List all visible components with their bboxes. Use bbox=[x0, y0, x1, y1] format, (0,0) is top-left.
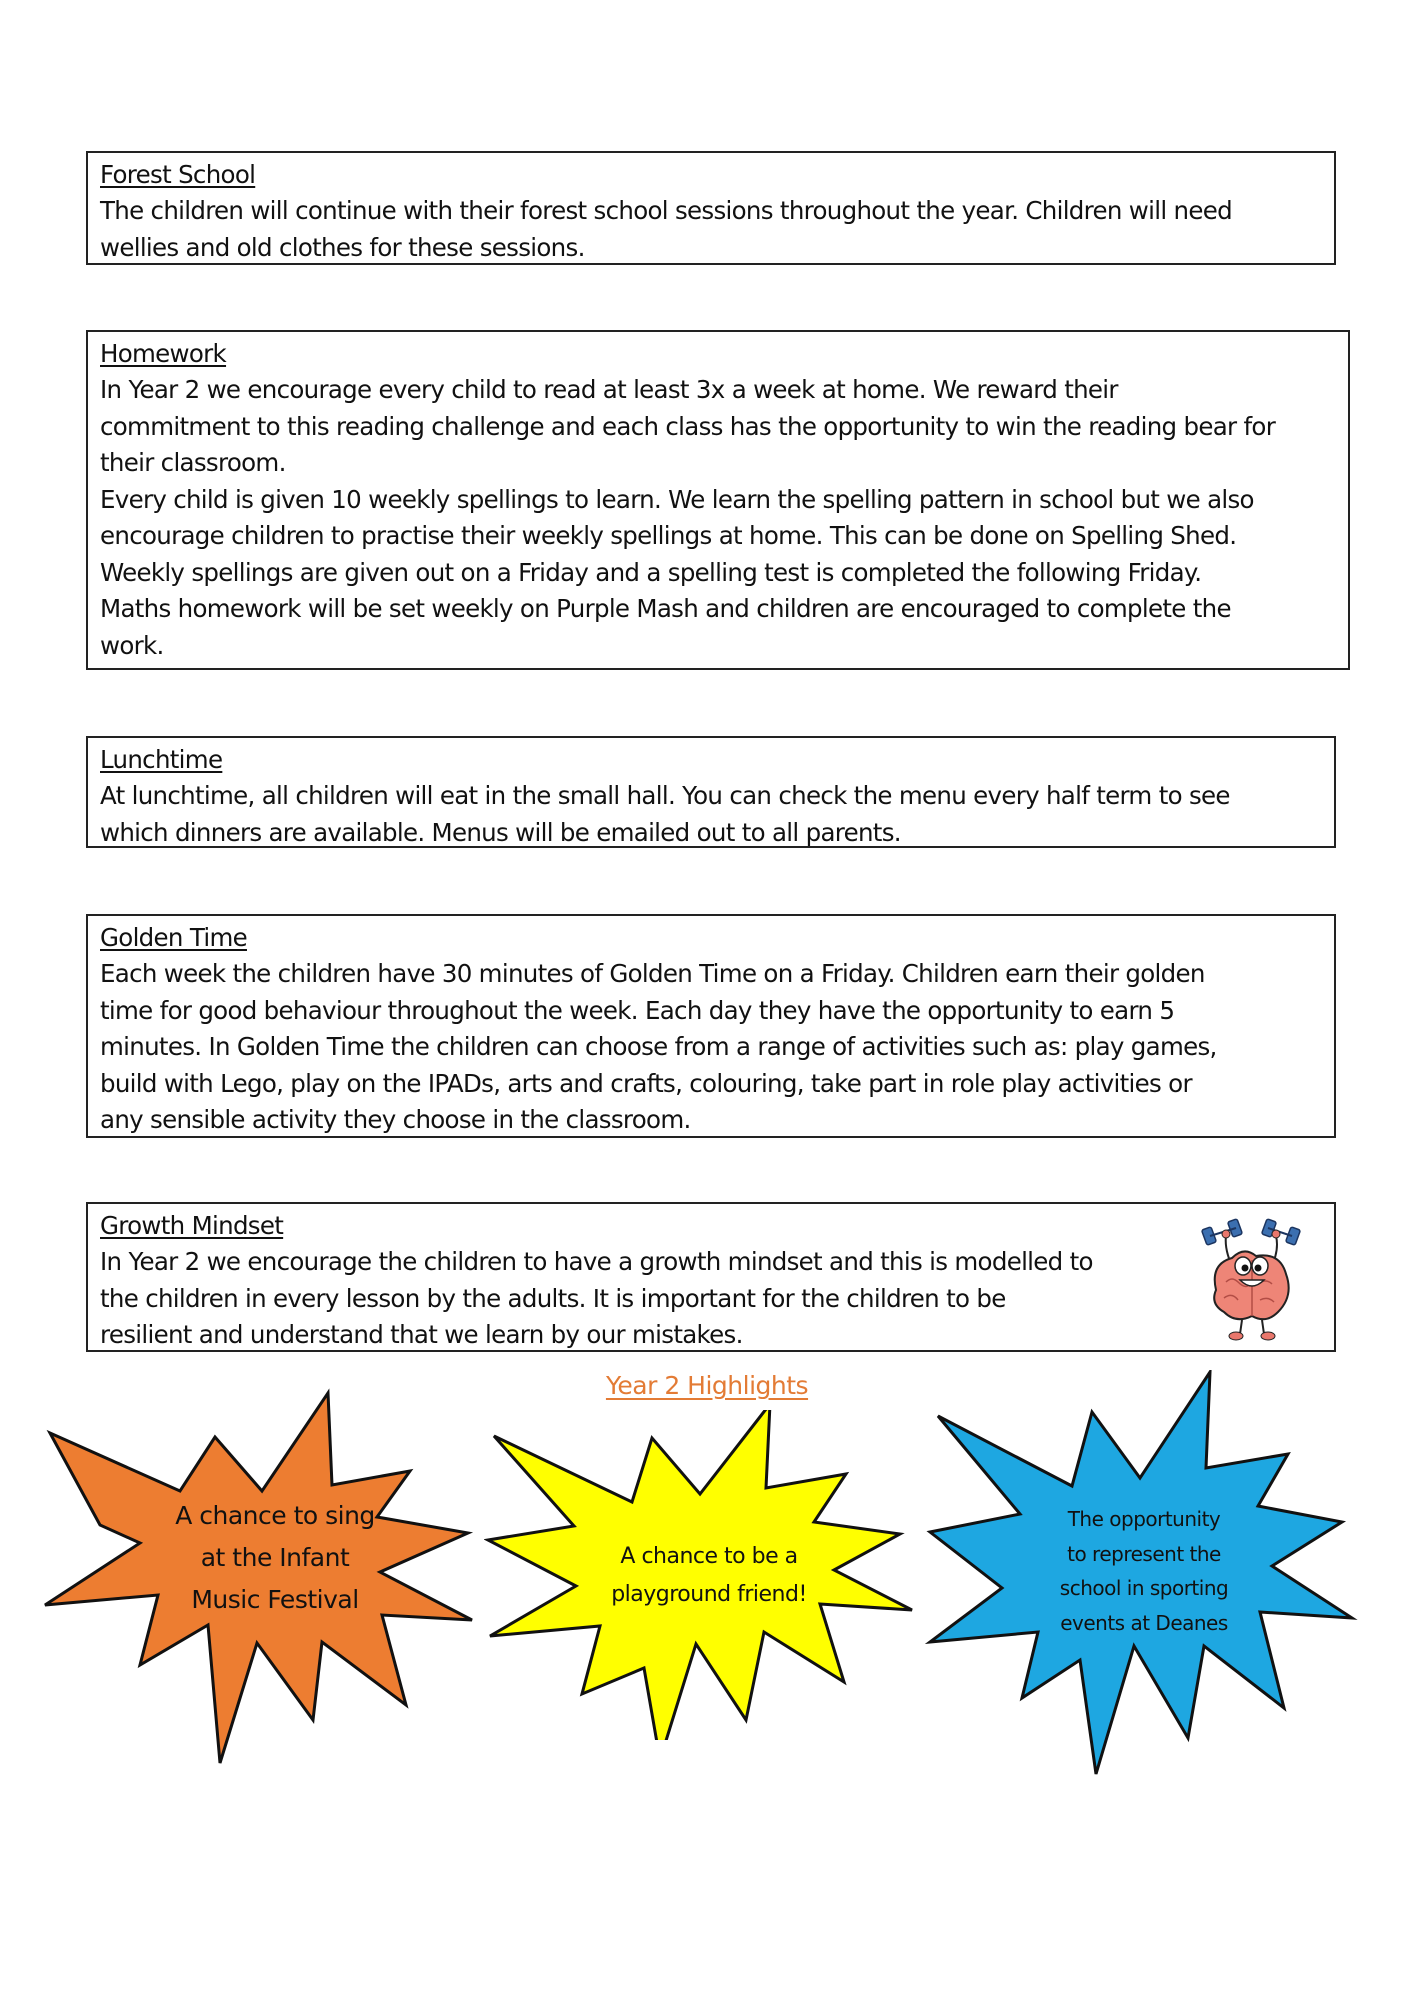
highlight-star-playground-friend bbox=[484, 1410, 934, 1740]
growth-mindset-line: resilient and understand that we learn by our mistakes. bbox=[100, 1320, 743, 1349]
highlight-text bbox=[160, 1495, 390, 1621]
homework-line: Maths homework will be set weekly on Purple Mash and children are encouraged to complete the bbox=[100, 594, 1231, 623]
forest-school-section bbox=[86, 151, 1336, 265]
homework-section bbox=[86, 330, 1350, 670]
highlight-line: A chance to sing bbox=[175, 1501, 375, 1530]
growth-mindset-section bbox=[86, 1202, 1336, 1352]
golden-time-line: any sensible activity they choose in the classroom. bbox=[100, 1105, 691, 1134]
highlight-text bbox=[1044, 1502, 1244, 1640]
homework-line: Weekly spellings are given out on a Friday and a spelling test is completed the following Friday. bbox=[100, 557, 1202, 587]
homework-line: commitment to this reading challenge and each class has the opportunity to win the reading bear for bbox=[100, 411, 1276, 441]
homework-line: Every child is given 10 weekly spellings to learn. We learn the spelling pattern in school but we also bbox=[100, 484, 1254, 514]
homework-heading: Homework bbox=[100, 339, 227, 368]
growth-mindset-heading: Growth Mindset bbox=[100, 1211, 284, 1240]
golden-time-line: build with Lego, play on the IPADs, arts and crafts, colouring, take part in role play activities or bbox=[100, 1068, 1192, 1098]
brain-lifting-weights-icon bbox=[1196, 1212, 1306, 1342]
highlights-title: Year 2 Highlights bbox=[605, 1371, 809, 1400]
lunchtime-line: At lunchtime, all children will eat in the small hall. You can check the menu every half term to see bbox=[100, 781, 1230, 810]
homework-line: their classroom. bbox=[100, 448, 286, 477]
highlight-line: to represent the bbox=[1067, 1541, 1221, 1566]
forest-school-heading: Forest School bbox=[100, 160, 256, 189]
highlight-star-sporting-events bbox=[924, 1370, 1364, 1790]
highlight-line: playground friend! bbox=[611, 1582, 807, 1607]
highlight-line: Music Festival bbox=[191, 1585, 359, 1614]
forest-school-line: wellies and old clothes for these sessions. bbox=[100, 232, 585, 262]
highlight-text bbox=[584, 1538, 834, 1614]
lunchtime-heading: Lunchtime bbox=[100, 745, 223, 774]
growth-mindset-line: In Year 2 we encourage the children to have a growth mindset and this is modelled to bbox=[100, 1247, 1093, 1276]
highlight-line: school in sporting bbox=[1059, 1576, 1229, 1600]
homework-line: encourage children to practise their weekly spellings at home. This can be done on Spelling Shed. bbox=[100, 521, 1237, 550]
growth-mindset-line: the children in every lesson by the adults. It is important for the children to be bbox=[100, 1283, 1006, 1313]
golden-time-section bbox=[86, 914, 1336, 1138]
highlight-line: A chance to be a bbox=[620, 1544, 798, 1569]
lunchtime-section bbox=[86, 736, 1336, 848]
golden-time-line: Each week the children have 30 minutes of Golden Time on a Friday. Children earn their golden bbox=[100, 959, 1205, 988]
highlight-line: at the Infant bbox=[200, 1543, 350, 1572]
golden-time-line: time for good behaviour throughout the week. Each day they have the opportunity to earn 5 bbox=[100, 995, 1175, 1025]
highlight-line: events at Deanes bbox=[1060, 1610, 1228, 1635]
forest-school-line: The children will continue with their forest school sessions throughout the year. Children will need bbox=[100, 196, 1232, 225]
golden-time-line: minutes. In Golden Time the children can choose from a range of activities such as: play games, bbox=[100, 1032, 1217, 1061]
lunchtime-line: which dinners are available. Menus will be emailed out to all parents. bbox=[100, 817, 901, 847]
highlight-star-music-festival bbox=[40, 1375, 510, 1785]
homework-line: In Year 2 we encourage every child to read at least 3x a week at home. We reward their bbox=[100, 375, 1118, 404]
golden-time-heading: Golden Time bbox=[100, 923, 247, 952]
homework-line: work. bbox=[100, 630, 164, 660]
highlight-line: The opportunity bbox=[1067, 1507, 1221, 1531]
